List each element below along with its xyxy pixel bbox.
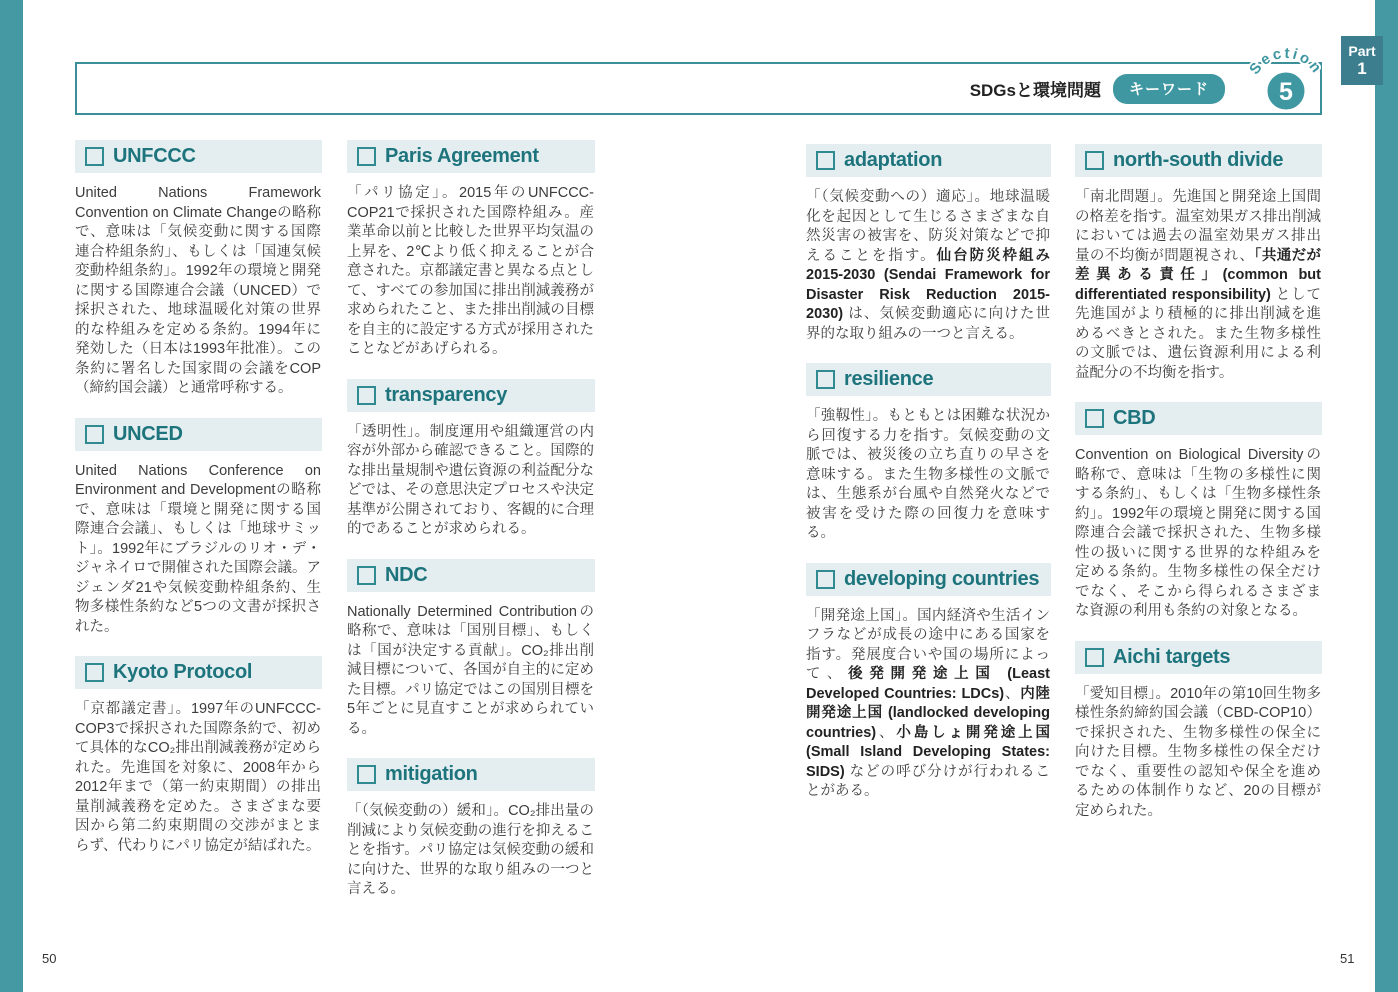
term-definition: 「（気候変動の）緩和」。CO₂排出量の削減により気候変動の進行を抑えることを指す。パリ協定は気候変動の緩和に向けた、世界的な取り組みの一つと言える。 [347, 803, 594, 897]
term-heading [806, 363, 1051, 396]
terms-column-4 [1075, 144, 1322, 840]
checkbox-icon [816, 151, 835, 170]
term-title: CBD [1113, 407, 1156, 429]
term-heading [347, 758, 595, 791]
term-heading [347, 140, 595, 173]
term-entry-paris-agreement [347, 140, 595, 360]
left-edge-band [0, 0, 23, 992]
checkbox-icon [816, 370, 835, 389]
term-definition: 「強靱性」。もともとは困難な状況から回復する力を指す。気候変動の文脈では、被災後の立ち直りの早さを意味する。また生物多様性の文脈では、生態系が台風や自然発火などで被害を受けた際の回復力を意味する。 [806, 408, 1050, 541]
term-entry-north-south-divide [1075, 144, 1322, 383]
term-entry-developing-countries [806, 563, 1051, 802]
checkbox-icon [357, 566, 376, 585]
checkbox-icon [85, 663, 104, 682]
term-heading [1075, 641, 1322, 674]
term-title: transparency [385, 383, 508, 406]
term-entry-mitigation [347, 758, 595, 900]
checkbox-icon [1085, 648, 1104, 667]
part-number: 1 [1357, 59, 1367, 79]
checkbox-icon [357, 386, 376, 405]
term-title: Kyoto Protocol [113, 661, 253, 683]
term-title: north-south divide [1113, 149, 1284, 171]
term-entry-kyoto-protocol [75, 656, 322, 856]
part-label: Part [1348, 43, 1376, 59]
term-heading [1075, 144, 1322, 177]
term-definition: 「京都議定書」。1997年のUNFCCC-COP3で採択された国際条約で、初めて具体的なCO₂排出削減義務が定められた。先進国を対象に、2008年から2012年まで（第一約束期間）の排出量削減義務を定めた。さまざまな要因から第二約束期間の交渉がまとまらず、代わりにパリ協定が結ばれた。 [75, 701, 321, 854]
term-entry-aichi-targets [1075, 641, 1322, 822]
term-heading [806, 144, 1051, 177]
term-heading [75, 418, 322, 451]
page-number-right: 51 [1340, 951, 1355, 966]
checkbox-icon [816, 570, 835, 589]
term-title: developing countries [844, 567, 1040, 590]
term-entry-resilience [806, 363, 1051, 544]
term-heading [347, 379, 595, 412]
term-definition: 「南北問題」。先進国と開発途上国間の格差を指す。温室効果ガス排出削減においては過去の温室効果ガス排出量の不均衡が問題視され、「共通だが差異ある責任」(common but differentiated responsibility) として先進国がより積極的に排出削減を進めるべきとされた。また生物多様性の文脈では、遺伝資源利用による利益配分の不均衡を指す。 [1075, 189, 1321, 381]
page-title: SDGsと環境問題 [969, 81, 1101, 100]
term-heading [347, 559, 595, 592]
section-number: 5 [1279, 78, 1293, 106]
term-title: adaptation [844, 149, 943, 171]
terms-column-2 [347, 140, 595, 919]
term-definition: Nationally Determined Contributionの略称で、意味は「国別目標」、もしくは「国が決定する貢献」。CO₂排出削減目標について、各国が自主的に定めた目標。パリ協定ではこの国別目標を5年ごとに見直すことが求められている。 [347, 603, 594, 737]
right-edge-band [1375, 0, 1398, 992]
term-title: mitigation [385, 763, 478, 785]
term-definition: 「愛知目標」。2010年の第10回生物多様性条約締約国会議（CBD-COP10）で採択された、生物多様性の保全に向けた目標。生物多様性の保全だけでなく、重要性の認知や保全を進めるための体制作りなど、20の目標が定められた。 [1075, 685, 1321, 819]
term-entry-transparency [347, 379, 595, 540]
checkbox-icon [357, 765, 376, 784]
term-definition: 「パリ協定」。2015年のUNFCCC-COP21で採択された国際枠組み。産業革命以前と比較した世界平均気温の上昇を、2℃より低く抑えることが合意された。京都議定書と異なる点として、すべての参加国に排出削減義務が求められたこと、また排出削減の目標を自主的に設定する方式が採用されたことなどがあげられる。 [347, 185, 594, 357]
checkbox-icon [1085, 151, 1104, 170]
terms-column-3 [806, 144, 1051, 821]
section-label: Section [1246, 44, 1327, 78]
checkbox-icon [85, 147, 104, 166]
section-header [75, 62, 1322, 115]
section-emblem [1236, 36, 1340, 122]
checkbox-icon [85, 425, 104, 444]
term-heading [75, 140, 322, 173]
term-entry-ndc [347, 559, 595, 740]
term-title: Aichi targets [1113, 645, 1231, 668]
term-heading [75, 656, 322, 689]
term-definition: 「開発途上国」。国内経済や生活インフラなどが成長の途中にある国家を指す。発展度合いや国の場所によって、後発開発途上国 (Least Developed Countries: LDCs)、内陸開発途上国 (landlocked developing countries)、小島しょ開発途上国 (Small Island Developing States: SIDS) などの呼び分けが行われることがある。 [806, 607, 1050, 799]
checkbox-icon [357, 147, 376, 166]
page-number-left: 50 [42, 951, 57, 966]
term-title: Paris Agreement [385, 145, 539, 167]
term-title: UNFCCC [113, 145, 196, 167]
term-definition: Convention on Biological Diversityの略称で、意味は「生物の多様性に関する条約」、もしくは「生物多様性条約」。1992年の環境と開発に関する国際連合会議で採択された、生物多様性の扱いに関する世界的な枠組みを定める条約。生物多様性の保全だけでなく、そこから得られるさまざまな資源の利用も条約の対象となる。 [1075, 447, 1321, 619]
keyword-badge: キーワード [1113, 74, 1225, 104]
term-definition: 「透明性」。制度運用や組織運営の内容が外部から確認できること。国際的な排出量規制や遺伝資源の利益配分などでは、その意思決定プロセスや決定基準が公開されており、客観的に合理的であることが求められる。 [347, 423, 594, 537]
term-definition: United Nations Conference on Environment and Developmentの略称で、意味は「環境と開発に関する国際連合会議」、もしくは「地球サミット」。1992年にブラジルのリオ・デ・ジャネイロで開催された国際会議。アジェンダ21や気候変動枠組条約、生物多様性条約など5つの文書が採択された。 [75, 462, 321, 635]
term-title: resilience [844, 368, 934, 390]
term-entry-cbd [1075, 402, 1322, 622]
term-entry-unfccc [75, 140, 322, 399]
checkbox-icon [1085, 409, 1104, 428]
term-entry-unced [75, 418, 322, 638]
term-definition: United Nations Framework Convention on Climate Changeの略称で、意味は「気候変動に関する国際連合枠組条約」、もしくは「国連気候変動枠組条約」。1992年の環境と開発に関する国際連合会議（UNCED）で採択された、地球温暖化対策の世界的な枠組みを定める条約。1994年に発効した（日本は1993年批准）。この条約に署名した国家間の会議をCOP（締約国会議）と通常呼称する。 [75, 185, 321, 396]
term-heading [1075, 402, 1322, 435]
term-definition: 「（気候変動への）適応」。地球温暖化を起因として生じるさまざまな自然災害の被害を、防災対策などで抑えることを指す。仙台防災枠組み2015-2030 (Sendai Framework for Disaster Risk Reduction 2015-2030) は、気候変動適応に向けた世界的な取り組みの一つと言える。 [806, 189, 1051, 342]
terms-column-1 [75, 140, 322, 875]
part-tab [1341, 36, 1383, 85]
term-heading [806, 563, 1051, 596]
term-title: NDC [385, 563, 428, 586]
term-entry-adaptation [806, 144, 1051, 344]
term-title: UNCED [113, 422, 183, 445]
